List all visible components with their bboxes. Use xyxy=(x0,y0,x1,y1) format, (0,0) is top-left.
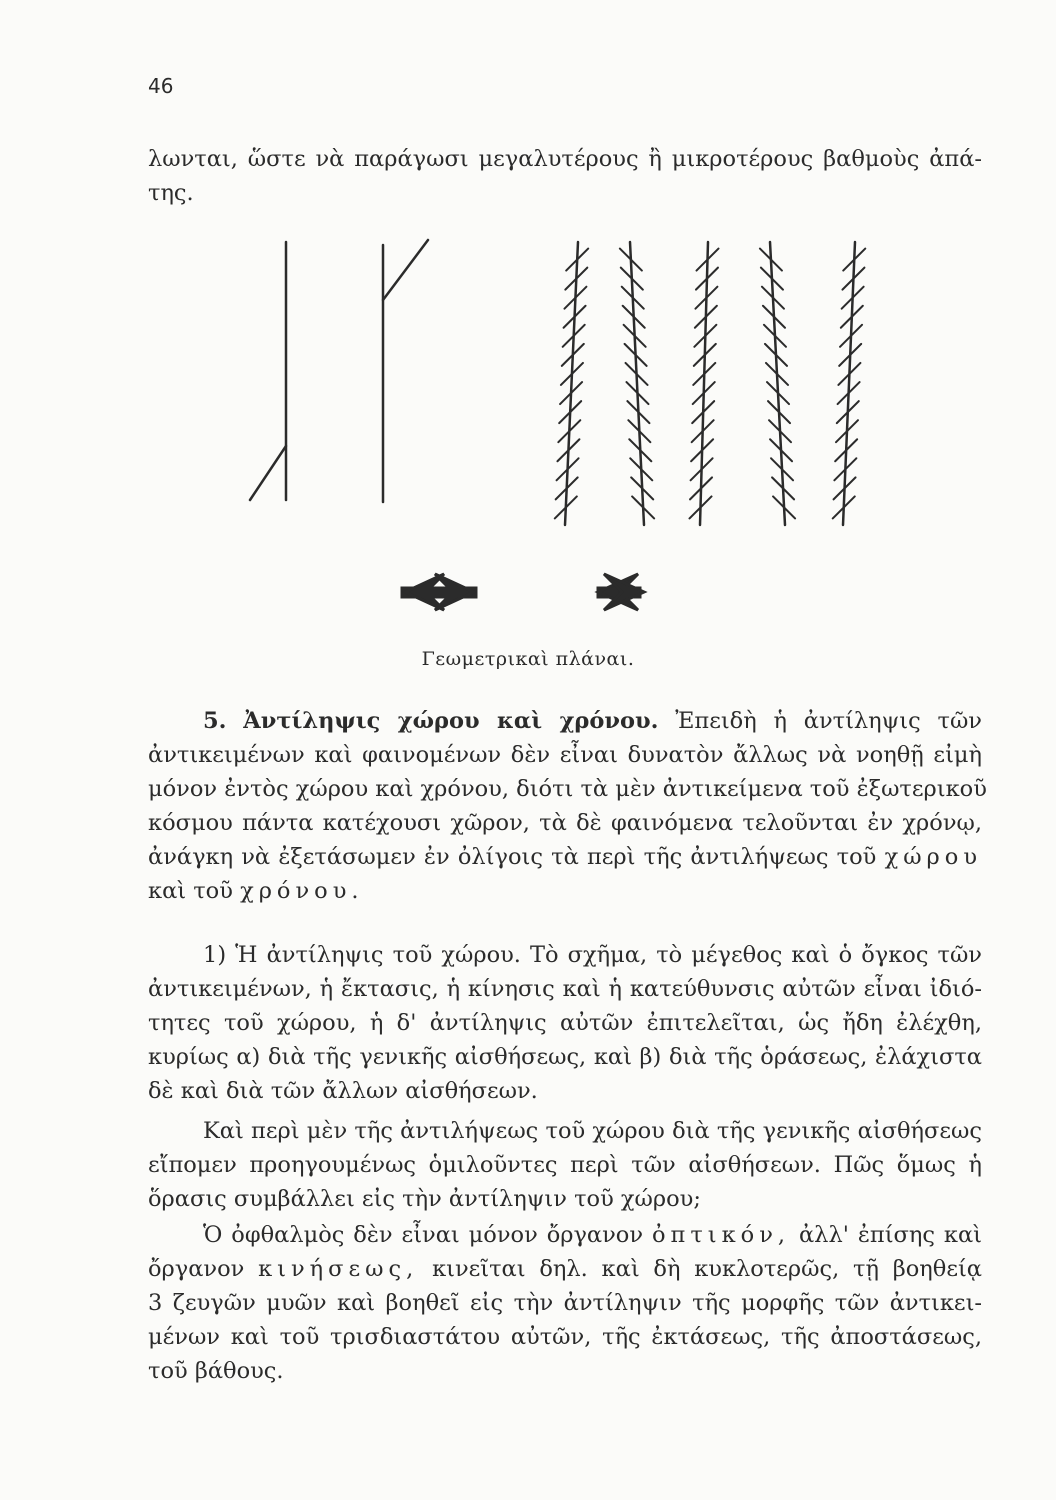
spaced-word-motion: κινήσεως, xyxy=(258,1256,419,1282)
spaced-word-optical: ὀπτικόν, xyxy=(651,1222,791,1248)
para3-line-1-text: Ὁ ὀφθαλμὸς δὲν εἶναι μόνον ὄργανον xyxy=(203,1222,644,1248)
lower-oblique-segment xyxy=(250,446,286,500)
para3-line-2-text: ὄργανον xyxy=(148,1256,245,1282)
subsection-line-5: δὲ καὶ διὰ τῶν ἄλλων αἰσθήσεων. xyxy=(148,1078,538,1104)
para3-line-2 xyxy=(148,1252,982,1286)
para2-line-1: Καὶ περὶ μὲν τῆς ἀντιλήψεως τοῦ χώρου διὰ τῆς γενικῆς αἰσθήσεως xyxy=(203,1118,982,1144)
page-number: 46 xyxy=(148,74,174,98)
para2-line-3: ὅρασις συμβάλλει εἰς τὴν ἀντίληψιν τοῦ χώρου; xyxy=(148,1186,701,1212)
para3-line-3: 3 ζευγῶν μυῶν καὶ βοηθεῖ εἰς τὴν ἀντίληψιν τῆς μορφῆς τῶν ἀντικει- xyxy=(148,1290,982,1316)
muller-lyer-illusion-drawing xyxy=(402,574,644,610)
intro-line-2: της. xyxy=(148,180,194,206)
para3-line-4: μένων καὶ τοῦ τρισδιαστάτου αὐτῶν, τῆς ἐκτάσεως, τῆς ἀποστάσεως, xyxy=(148,1324,982,1350)
spaced-word-space: χώρου xyxy=(884,844,982,870)
section-line-6-text: καὶ τοῦ xyxy=(148,878,233,904)
spaced-word-time: χρόνου. xyxy=(240,878,364,904)
section-line-6 xyxy=(148,874,982,908)
para3-line-1 xyxy=(203,1218,982,1252)
subsection-line-1: 1) Ἡ ἀντίληψις τοῦ χώρου. Τὸ σχῆμα, τὸ μέγεθος καὶ ὁ ὄγκος τῶν xyxy=(203,942,982,968)
subsection-line-4: κυρίως α) διὰ τῆς γενικῆς αἰσθήσεως, καὶ β) διὰ τῆς ὁράσεως, ἐλάχιστα xyxy=(148,1044,982,1070)
para3-line-5: τοῦ βάθους. xyxy=(148,1358,284,1384)
figure-caption: Γεωμετρικαὶ πλάναι. xyxy=(421,648,635,670)
section-text-start: Ἐπειδὴ ἡ ἀντίληψις τῶν xyxy=(675,708,982,734)
para3-line-1-end: ἀλλ' ἐπίσης καὶ xyxy=(798,1222,982,1248)
para2-line-2: εἴπομεν προηγουμένως ὁμιλοῦντες περὶ τῶν αἰσθήσεων. Πῶς ὅμως ἡ xyxy=(148,1152,982,1178)
section-heading-line xyxy=(203,704,982,738)
subsection-line-2: ἀντικειμένων, ἡ ἔκτασις, ἡ κίνησις καὶ ἡ κατεύθυνσις αὐτῶν εἶναι ἰδιό- xyxy=(148,976,982,1002)
section-line-3: μόνον ἐντὸς χώρου καὶ χρόνου, διότι τὰ μὲν ἀντικείμενα τοῦ ἐξωτερικοῦ xyxy=(148,776,987,802)
para3-line-2-end: κινεῖται δηλ. καὶ δὴ κυκλοτερῶς, τῇ βοηθείᾳ xyxy=(432,1256,982,1282)
section-title: Ἀντίληψις χώρου καὶ χρόνου. xyxy=(243,708,659,734)
upper-oblique-segment xyxy=(383,240,428,300)
section-line-2: ἀντικειμένων καὶ φαινομένων δὲν εἶναι δυνατὸν ἄλλως νὰ νοηθῇ εἰμὴ xyxy=(148,742,982,768)
geometric-illusion-figure xyxy=(0,0,1056,640)
section-line-5-text: ἀνάγκη νὰ ἐξετάσωμεν ἐν ὀλίγοις τὰ περὶ τῆς ἀντιλήψεως τοῦ xyxy=(148,844,877,870)
section-line-5 xyxy=(148,840,982,874)
subsection-line-3: τητες τοῦ χώρου, ἡ δ' ἀντίληψις αὐτῶν ἐπιτελεῖται, ὡς ἤδη ἐλέχθη, xyxy=(148,1010,982,1036)
intro-line-1: λωνται, ὥστε νὰ παράγωσι μεγαλυτέρους ἢ μικροτέρους βαθμοὺς ἀπά- xyxy=(148,146,982,172)
zollner-illusion-drawing xyxy=(555,242,865,525)
section-line-4: κόσμου πάντα κατέχουσι χῶρον, τὰ δὲ φαινόμενα τελοῦνται ἐν χρόνῳ, xyxy=(148,810,982,836)
section-number: 5. xyxy=(203,708,227,734)
poggendorff-illusion-drawing xyxy=(250,240,428,502)
